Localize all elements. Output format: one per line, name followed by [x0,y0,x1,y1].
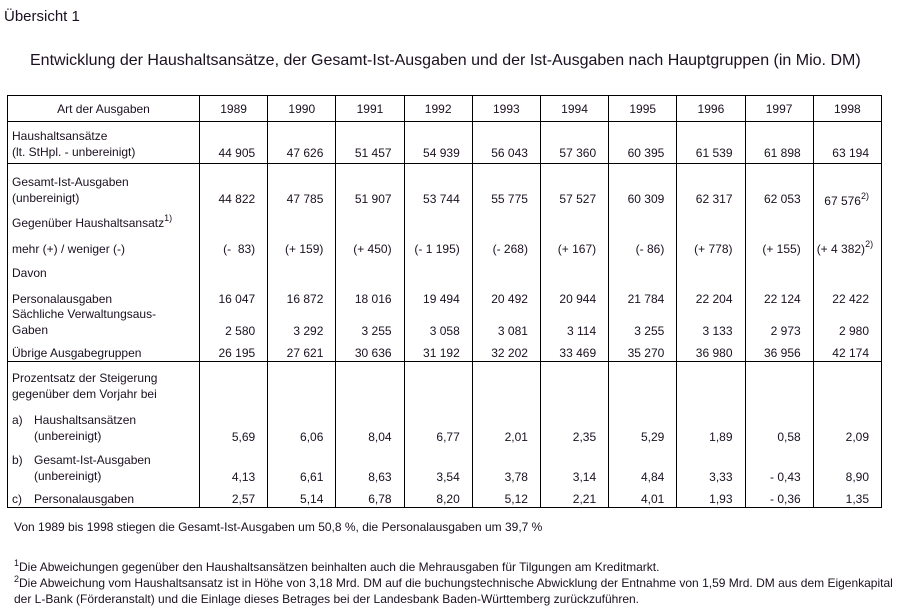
row-label: mehr (+) / weniger (-) [8,234,200,260]
cell-value: 3,54 [404,446,472,486]
cell-value: 4,84 [609,446,677,486]
cell-value: 35 270 [609,338,677,362]
row-gegenueber [8,208,882,234]
cell-value: (- 83) [200,234,268,260]
cell-value: - 0,43 [745,446,813,486]
row-label: Haushaltsansätze (lt. StHpl. - unbereinigt) [8,122,200,164]
cell-value: 30 636 [336,338,404,362]
header-label: Art der Ausgaben [8,96,200,122]
cell-value: 47 785 [268,164,336,208]
cell-value: 20 492 [472,284,540,306]
row-label: b) Gesamt-Ist-Ausgaben (unbereinigt) [8,446,200,486]
footnote-1: $^1$Die Abweichungen gegenüber den Haushaltsansätzen beinhalten auch die Mehrausgaben für Tilgungen am Kreditmarkt. [14,558,660,574]
cell-value: 36 956 [745,338,813,362]
row-label: Prozentsatz der Steigerung gegenüber dem Vorjahr bei [8,362,200,406]
row-prozent-header [8,362,882,406]
row-personal [8,284,882,306]
year-header: 1990 [268,96,336,122]
cell-value: 62 053 [745,164,813,208]
cell-value: 31 192 [404,338,472,362]
cell-value: 62 317 [677,164,745,208]
cell-value: 3 114 [540,306,608,338]
cell-value: 18 016 [336,284,404,306]
cell-value: 56 043 [472,122,540,164]
row-gesamt-ist [8,164,882,208]
row-pct-personal [8,486,882,508]
cell-value: 8,04 [336,406,404,446]
cell-value: 51 457 [336,122,404,164]
header-row [8,96,882,122]
cell-value: 42 174 [813,338,881,362]
cell-value: 16 047 [200,284,268,306]
row-uebrige [8,338,882,362]
cell-value: 22 422 [813,284,881,306]
cell-value: (- 1 195) [404,234,472,260]
cell-value: 6,78 [336,486,404,508]
cell-value: 3,33 [677,446,745,486]
cell-value: 32 202 [472,338,540,362]
cell-value: (+ 159) [268,234,336,260]
cell-value: 2,01 [472,406,540,446]
cell-value: 27 621 [268,338,336,362]
row-label: Personalausgaben [8,284,200,306]
cell-value: 2,35 [540,406,608,446]
cell-value: 33 469 [540,338,608,362]
cell-value: 3 255 [609,306,677,338]
row-label: Sächliche Verwaltungsaus- Gaben [8,306,200,338]
cell-value: 60 309 [609,164,677,208]
year-header: 1991 [336,96,404,122]
year-header: 1992 [404,96,472,122]
footnote-ref: 1) [164,212,173,223]
cell-value: 2 580 [200,306,268,338]
cell-value: 36 980 [677,338,745,362]
cell-value: 2,21 [540,486,608,508]
cell-value: 44 822 [200,164,268,208]
year-header: 1995 [609,96,677,122]
row-davon [8,260,882,284]
cell-value: 3,14 [540,446,608,486]
cell-value: 0,58 [745,406,813,446]
cell-value: (- 86) [609,234,677,260]
cell-value: (+ 167) [540,234,608,260]
cell-value: 51 907 [336,164,404,208]
footnote-ref: 2) [865,238,874,249]
cell-value: 22 124 [745,284,813,306]
row-saechlich [8,306,882,338]
cell-value: 3 058 [404,306,472,338]
footnote-2: $^2$Die Abweichung vom Haushaltsansatz ist in Höhe von 3,18 Mrd. DM auf die buchungstechnische Abwicklung der Entnahme von 1,59 Mrd. DM aus dem Eigenkapital der L-Bank (Förderanstalt) und die Einlage dieses Betrages bei der Landesbank Baden-Württemberg zurückzuführen. [14,574,893,606]
cell-value: 3,78 [472,446,540,486]
row-label: c) Personalausgaben [8,486,200,508]
cell-value: (- 268) [472,234,540,260]
cell-value: 4,01 [609,486,677,508]
cell-value: 8,20 [404,486,472,508]
cell-value: 6,06 [268,406,336,446]
cell-value: 47 626 [268,122,336,164]
cell-value: (+ 778) [677,234,745,260]
cell-value: 57 360 [540,122,608,164]
cell-value: 1,35 [813,486,881,508]
cell-value: 54 939 [404,122,472,164]
row-label: Davon [8,260,200,284]
cell-value: - 0,36 [745,486,813,508]
cell-value: 61 539 [677,122,745,164]
cell-value: 6,77 [404,406,472,446]
cell-value: 61 898 [745,122,813,164]
cell-value: (+ 4 382)$^{2)}$ [813,234,881,260]
cell-value: 55 775 [472,164,540,208]
row-label: a) Haushaltsansätzen (unbereinigt) [8,406,200,446]
cell-value: 3 292 [268,306,336,338]
document-overline: Übersicht 1 [4,8,80,25]
cell-value: 6,61 [268,446,336,486]
year-header: 1996 [677,96,745,122]
cell-value: 19 494 [404,284,472,306]
cell-value: 5,12 [472,486,540,508]
cell-value: 16 872 [268,284,336,306]
cell-value: 53 744 [404,164,472,208]
cell-value: 44 905 [200,122,268,164]
cell-value: 1,93 [677,486,745,508]
cell-value: 67 576$^{2)}$ [813,164,881,208]
cell-value: 63 194 [813,122,881,164]
row-label: Gegenüber Haushaltsansatz$^{1)}$ [8,208,200,234]
cell-value: 3 133 [677,306,745,338]
cell-value: 60 395 [609,122,677,164]
cell-value: 20 944 [540,284,608,306]
year-header: 1994 [540,96,608,122]
cell-value: 2 980 [813,306,881,338]
row-haushaltsansaetze [8,122,882,164]
cell-value: 1,89 [677,406,745,446]
cell-value: 5,14 [268,486,336,508]
year-header: 1998 [813,96,881,122]
expenditure-table [7,95,882,508]
cell-value: (+ 450) [336,234,404,260]
row-label: Übrige Ausgabegruppen [8,338,200,362]
year-header: 1997 [745,96,813,122]
row-pct-gesamt-ist [8,446,882,486]
cell-value: 2 973 [745,306,813,338]
summary-text: Von 1989 bis 1998 stiegen die Gesamt-Ist-Ausgaben um 50,8 %, die Personalausgaben um 39,7 % [14,520,543,534]
cell-value: 22 204 [677,284,745,306]
row-mehr-weniger [8,234,882,260]
document-title: Entwicklung der Haushaltsansätze, der Gesamt-Ist-Ausgaben und der Ist-Ausgaben nach Hauptgruppen (in Mio. DM) [30,52,861,69]
cell-value: 26 195 [200,338,268,362]
cell-value: 5,69 [200,406,268,446]
year-header: 1993 [472,96,540,122]
row-label: Gesamt-Ist-Ausgaben (unbereinigt) [8,164,200,208]
cell-value: 5,29 [609,406,677,446]
cell-value: 57 527 [540,164,608,208]
cell-value: 21 784 [609,284,677,306]
year-header: 1989 [200,96,268,122]
cell-value: 3 255 [336,306,404,338]
cell-value: 2,57 [200,486,268,508]
row-pct-haushaltsansaetze [8,406,882,446]
cell-value: (+ 155) [745,234,813,260]
cell-value: 8,90 [813,446,881,486]
cell-value: 4,13 [200,446,268,486]
cell-value: 2,09 [813,406,881,446]
cell-value: 8,63 [336,446,404,486]
footnote-ref: 2) [860,190,869,201]
cell-value: 3 081 [472,306,540,338]
